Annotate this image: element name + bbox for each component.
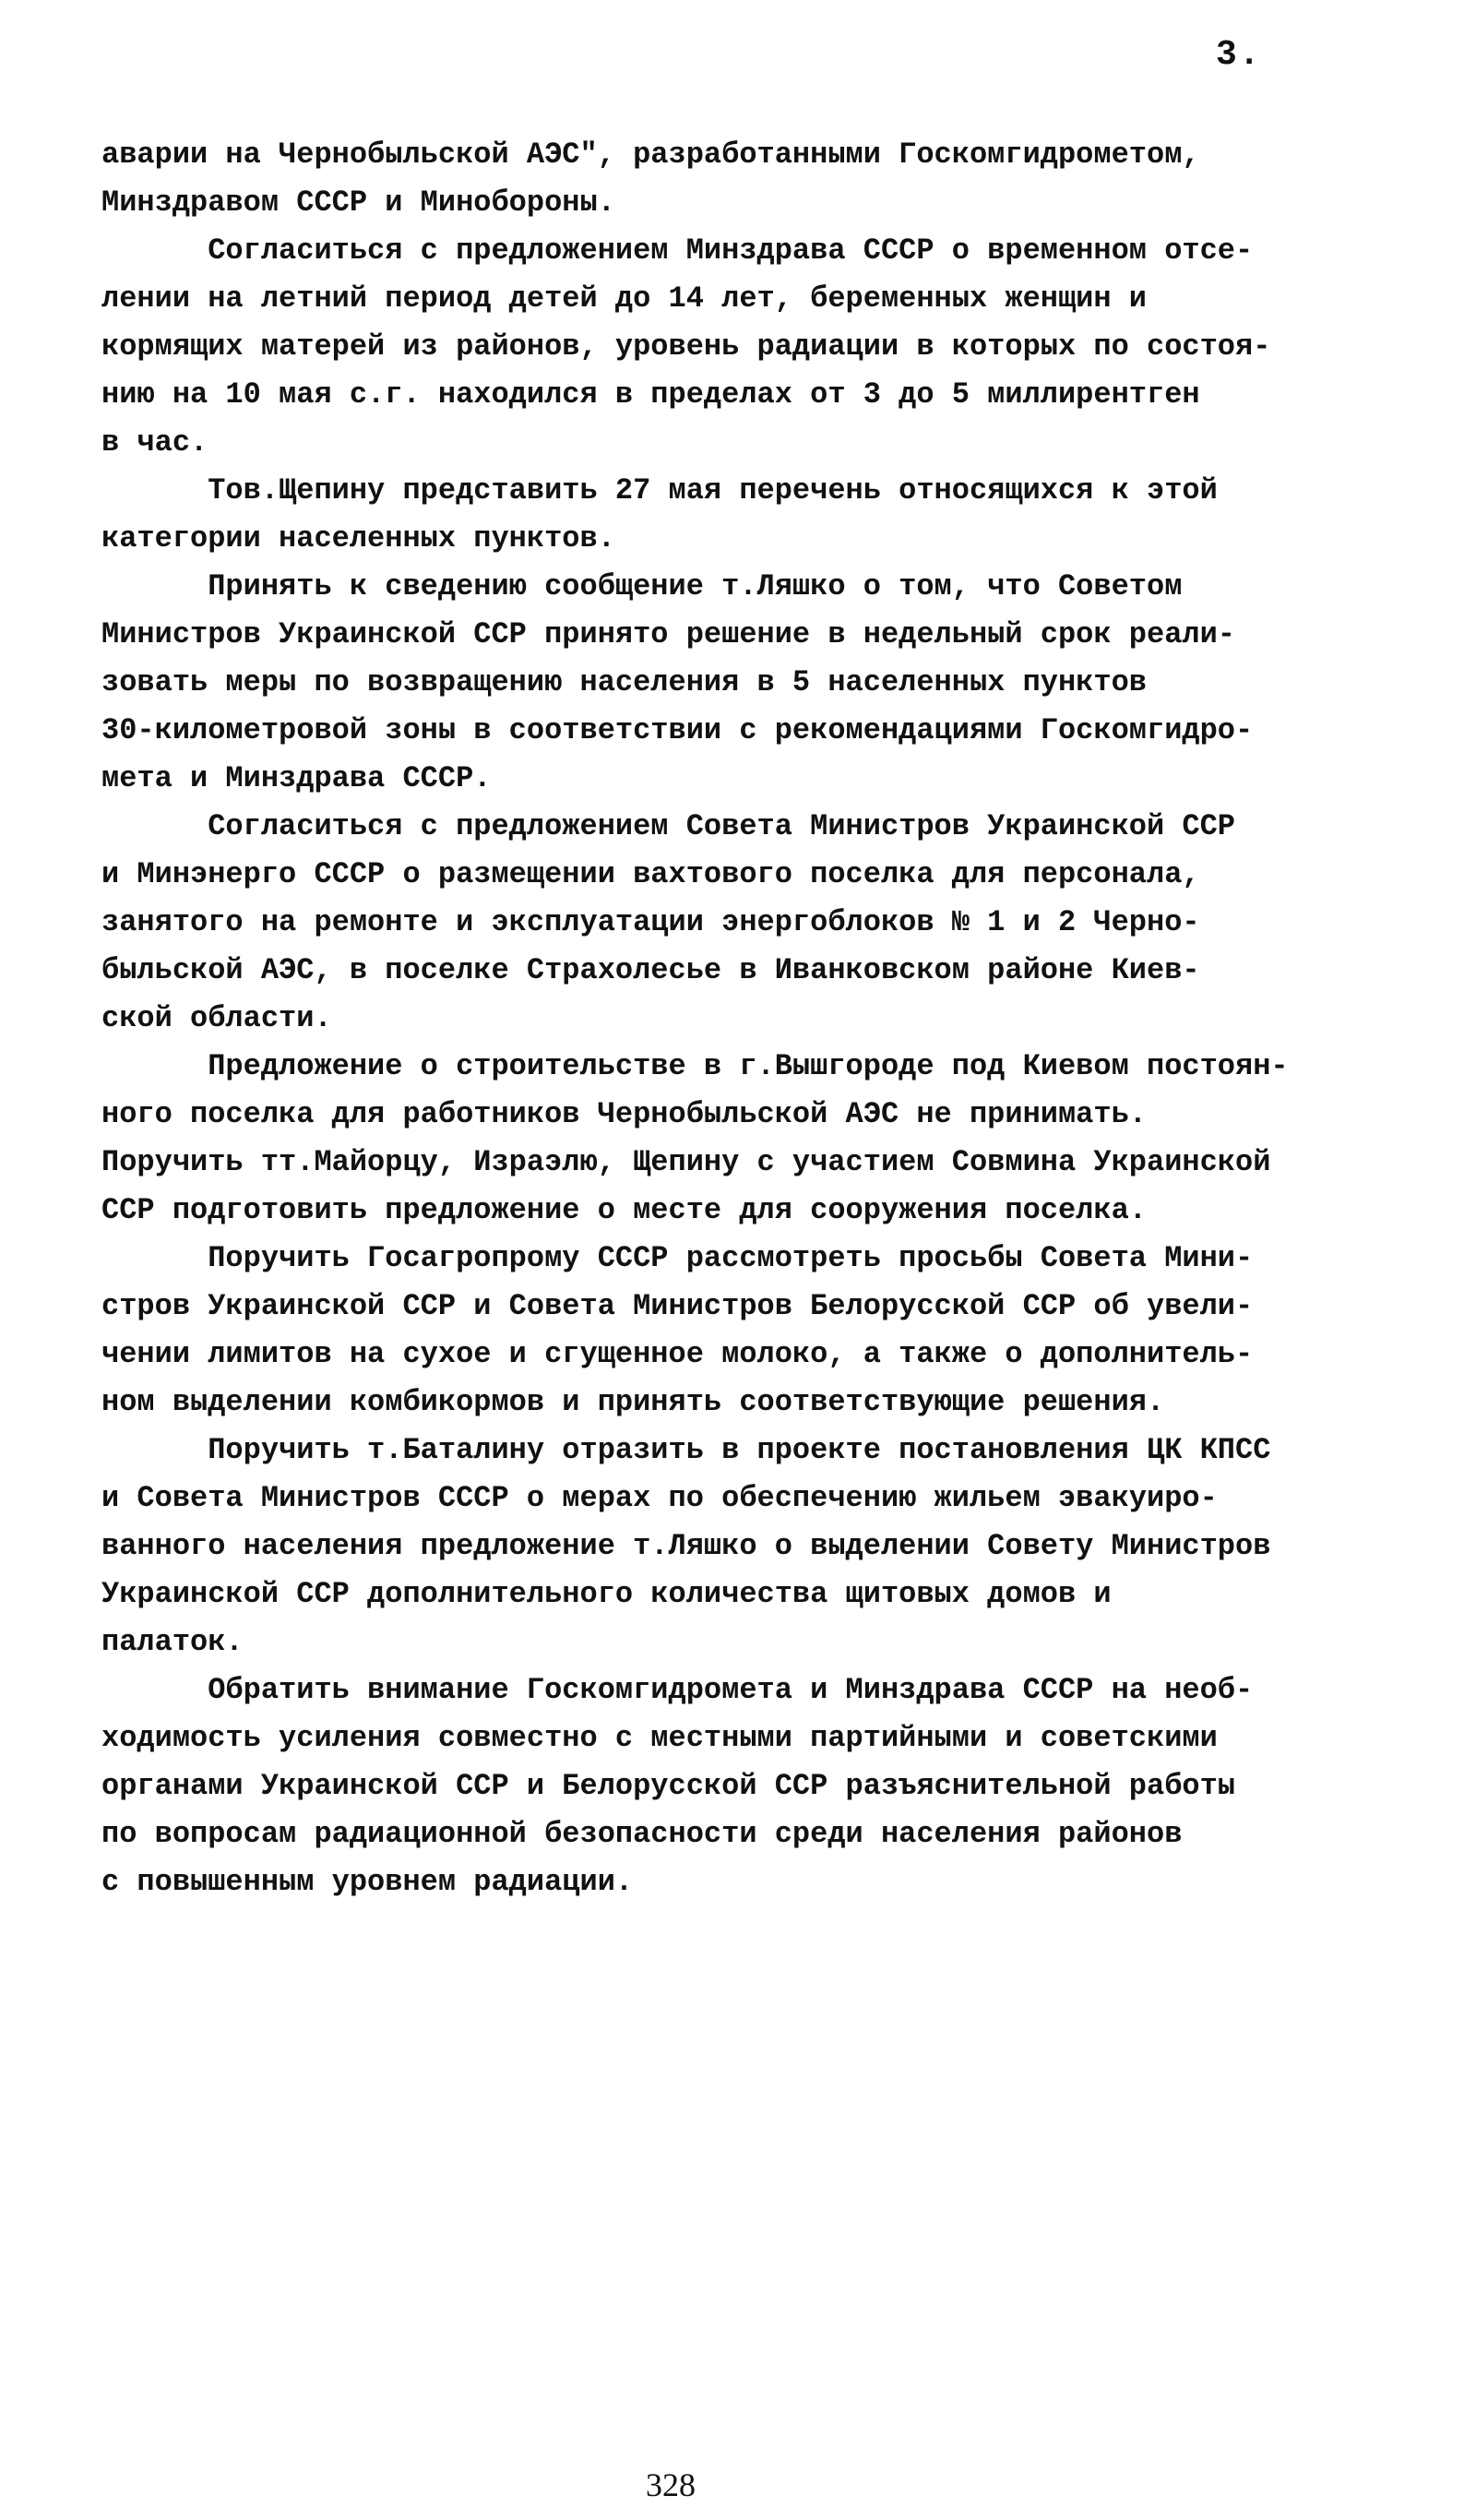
text-line: лении на летний период детей до 14 лет, беременных женщин и [101, 281, 1147, 316]
page-number-top: 3. [1216, 35, 1262, 75]
text-line: ного поселка для работников Чернобыльской АЭС не принимать. [101, 1097, 1147, 1131]
text-line: нию на 10 мая с.г. находился в пределах от 3 до 5 миллирентген [101, 377, 1200, 412]
text-line: быльской АЭС, в поселке Страхолесье в Иванковском районе Киев- [101, 953, 1200, 987]
text-line: палаток. [101, 1625, 244, 1659]
text-line: ванного населения предложение т.Ляшко о выделении Совету Министров [101, 1529, 1271, 1563]
page-number-footer: 328 [646, 2466, 696, 2503]
text-line: Украинской ССР дополнительного количества щитовых домов и [101, 1577, 1112, 1611]
text-line: в час. [101, 425, 208, 460]
text-line: мета и Минздрава СССР. [101, 761, 492, 795]
text-line: ССР подготовить предложение о месте для сооружения поселка. [101, 1193, 1147, 1227]
text-line: Согласиться с предложением Минздрава СССР о временном отсе- [101, 233, 1254, 268]
text-line: Поручить тт.Майорцу, Израэлю, Щепину с участием Совмина Украинской [101, 1145, 1271, 1179]
text-line: и Минэнерго СССР о размещении вахтового поселка для персонала, [101, 857, 1200, 891]
text-line: Принять к сведению сообщение т.Ляшко о том, что Советом [101, 569, 1183, 603]
text-line: Министров Украинской ССР принято решение в недельный срок реали- [101, 617, 1235, 651]
text-line: кормящих матерей из районов, уровень радиации в которых по состоя- [101, 329, 1271, 364]
text-line: Предложение о строительстве в г.Вышгороде под Киевом постоян- [101, 1049, 1289, 1083]
text-line: Тов.Щепину представить 27 мая перечень относящихся к этой [101, 473, 1218, 508]
text-line: ходимость усиления совместно с местными партийными и советскими [101, 1721, 1218, 1755]
text-line: аварии на Чернобыльской АЭС", разработанными Госкомгидрометом, [101, 137, 1200, 172]
text-line: ской области. [101, 1001, 332, 1035]
text-line: Поручить Госагропрому СССР рассмотреть просьбы Совета Мини- [101, 1241, 1254, 1275]
text-line: органами Украинской ССР и Белорусской ССР разъяснительной работы [101, 1769, 1235, 1803]
text-line: 30-километровой зоны в соответствии с рекомендациями Госкомгидро- [101, 713, 1254, 747]
text-line: с повышенным уровнем радиации. [101, 1865, 634, 1899]
text-line: Обратить внимание Госкомгидромета и Минздрава СССР на необ- [101, 1673, 1254, 1707]
text-line: и Совета Министров СССР о мерах по обеспечению жильем эвакуиро- [101, 1481, 1218, 1515]
text-line: занятого на ремонте и эксплуатации энергоблоков № 1 и 2 Черно- [101, 905, 1200, 939]
text-line: Согласиться с предложением Совета Министров Украинской ССР [101, 809, 1235, 843]
text-line: категории населенных пунктов. [101, 521, 615, 555]
text-line: чении лимитов на сухое и сгущенное молоко, а также о дополнитель- [101, 1337, 1254, 1371]
document-body [101, 131, 1430, 1906]
text-line: Минздравом СССР и Минобороны. [101, 185, 615, 220]
text-line: Поручить т.Баталину отразить в проекте постановления ЦК КПСС [101, 1433, 1271, 1467]
text-line: по вопросам радиационной безопасности среди населения районов [101, 1817, 1183, 1851]
text-line: ном выделении комбикормов и принять соответствующие решения. [101, 1385, 1165, 1419]
text-line: зовать меры по возвращению населения в 5 населенных пунктов [101, 665, 1147, 699]
text-line: стров Украинской ССР и Совета Министров Белорусской ССР об увели- [101, 1289, 1254, 1323]
